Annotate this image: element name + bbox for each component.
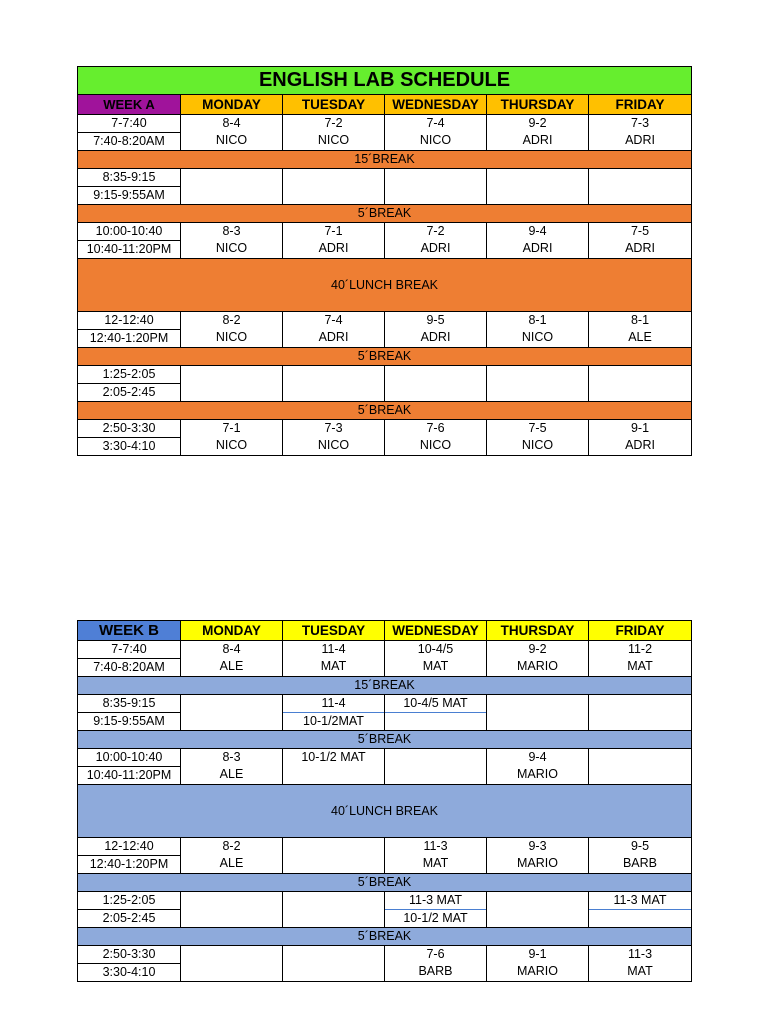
week-a-schedule-table — [77, 66, 692, 456]
class-period-row — [78, 838, 692, 874]
day-header-monday: MONDAY — [181, 621, 283, 641]
class-group: 11-3 — [627, 947, 653, 961]
schedule-cell-tuesday — [283, 838, 385, 874]
class-group — [283, 838, 384, 855]
schedule-cell-thursday — [487, 420, 589, 456]
class-group — [385, 366, 486, 383]
class-group: 11-3 MAT — [589, 892, 691, 910]
class-group — [181, 892, 282, 909]
schedule-cell-tuesday — [283, 420, 385, 456]
class-group — [589, 749, 691, 766]
class-group: 8-3 — [222, 224, 241, 238]
schedule-cell-wednesday — [385, 946, 487, 982]
class-group — [181, 695, 282, 712]
day-header-thursday: THURSDAY — [487, 621, 589, 641]
schedule-cell-wednesday — [385, 169, 487, 205]
day-header-thursday: THURSDAY — [487, 95, 589, 115]
teacher-name — [283, 855, 384, 872]
schedule-cell-thursday — [487, 312, 589, 348]
schedule-cell-wednesday — [385, 892, 487, 928]
time-second-half: 10:40-11:20PM — [86, 768, 172, 782]
schedule-cell-friday — [589, 223, 692, 259]
teacher-name: MARIO — [517, 659, 558, 673]
time-first-half: 2:50-3:30 — [78, 420, 180, 438]
teacher-name — [181, 186, 282, 203]
time-first-half: 12-12:40 — [78, 312, 180, 330]
class-period-row — [78, 420, 692, 456]
class-group: 7-5 — [528, 421, 547, 435]
class-group: 7-1 — [222, 421, 241, 435]
class-group — [283, 366, 384, 383]
schedule-cell-friday — [589, 946, 692, 982]
time-second-half: 9:15-9:55AM — [93, 714, 165, 728]
class-group: 11-2 — [627, 642, 653, 656]
class-group: 8-2 — [222, 839, 241, 853]
schedule-cell-monday — [181, 892, 283, 928]
day-header-friday: FRIDAY — [589, 95, 692, 115]
schedule-cell-wednesday — [385, 695, 487, 731]
teacher-name — [283, 963, 384, 980]
schedule-cell-monday — [181, 169, 283, 205]
lunch-break-label: 40´LUNCH BREAK — [78, 259, 692, 312]
schedule-cell-wednesday — [385, 115, 487, 151]
time-first-half: 7-7:40 — [78, 641, 180, 659]
teacher-name: NICO — [317, 438, 350, 452]
teacher-name — [283, 383, 384, 400]
class-group: 10-4/5 — [417, 642, 454, 656]
teacher-name — [487, 186, 588, 203]
break-label: 5´BREAK — [78, 205, 692, 223]
schedule-cell-friday — [589, 366, 692, 402]
teacher-name: MARIO — [517, 964, 558, 978]
teacher-name: MAT — [422, 856, 449, 870]
schedule-cell-thursday — [487, 838, 589, 874]
teacher-name — [589, 186, 691, 203]
break-row — [78, 874, 692, 892]
schedule-cell-wednesday — [385, 223, 487, 259]
teacher-name: MARIO — [517, 767, 558, 781]
schedule-cell-monday — [181, 838, 283, 874]
class-group: 9-1 — [528, 947, 547, 961]
teacher-name: ADRI — [318, 241, 349, 255]
teacher-name: MARIO — [517, 856, 558, 870]
day-header-wednesday: WEDNESDAY — [385, 95, 487, 115]
class-group: 9-5 — [426, 313, 445, 327]
lunch-break-label: 40´LUNCH BREAK — [78, 785, 692, 838]
teacher-name — [589, 910, 691, 927]
class-period-row — [78, 169, 692, 205]
teacher-name: ADRI — [318, 330, 349, 344]
teacher-name: MAT — [627, 659, 653, 673]
class-group: 9-4 — [528, 750, 547, 764]
schedule-cell-tuesday — [283, 892, 385, 928]
class-group: 7-4 — [324, 313, 343, 327]
day-header-monday: MONDAY — [181, 95, 283, 115]
break-label: 5´BREAK — [78, 928, 692, 946]
schedule-cell-thursday — [487, 641, 589, 677]
schedule-cell-tuesday — [283, 312, 385, 348]
class-group: 8-2 — [222, 313, 241, 327]
teacher-name: ADRI — [420, 241, 451, 255]
schedule-cell-thursday — [487, 695, 589, 731]
schedule-cell-friday — [589, 420, 692, 456]
schedule-cell-thursday — [487, 223, 589, 259]
class-group: 9-1 — [630, 421, 650, 435]
break-row — [78, 151, 692, 169]
break-label: 5´BREAK — [78, 731, 692, 749]
teacher-name: NICO — [521, 438, 554, 452]
day-header-tuesday: TUESDAY — [283, 95, 385, 115]
teacher-name — [589, 712, 691, 729]
teacher-name: NICO — [215, 133, 248, 147]
class-group — [385, 749, 486, 766]
schedule-cell-friday — [589, 169, 692, 205]
schedule-cell-thursday — [487, 749, 589, 785]
time-slot — [78, 946, 181, 982]
class-group: 11-4 — [321, 642, 346, 656]
break-label: 5´BREAK — [78, 402, 692, 420]
time-second-half: 12:40-1:20PM — [89, 331, 169, 345]
break-label: 5´BREAK — [78, 874, 692, 892]
schedule-cell-monday — [181, 223, 283, 259]
class-group: 11-3 — [423, 839, 448, 853]
teacher-name: ALE — [628, 330, 652, 344]
teacher-name — [385, 713, 486, 730]
teacher-name: NICO — [215, 330, 248, 344]
teacher-name: NICO — [215, 438, 248, 452]
schedule-cell-wednesday — [385, 641, 487, 677]
day-header-wednesday: WEDNESDAY — [385, 621, 487, 641]
teacher-name: NICO — [215, 241, 248, 255]
schedule-cell-wednesday — [385, 420, 487, 456]
time-second-half: 9:15-9:55AM — [93, 188, 165, 202]
break-row — [78, 205, 692, 223]
break-label: 15´BREAK — [78, 151, 692, 169]
time-second-half: 2:05-2:45 — [102, 385, 156, 399]
class-group — [385, 169, 486, 186]
break-row — [78, 677, 692, 695]
class-group: 8-1 — [528, 313, 547, 327]
class-group — [487, 169, 588, 186]
lunch-break-row — [78, 259, 692, 312]
week-a-header-row — [78, 95, 692, 115]
class-group — [283, 892, 384, 909]
teacher-name: ALE — [219, 856, 244, 870]
class-group: 9-2 — [528, 642, 547, 656]
time-slot — [78, 420, 181, 456]
class-group: 10-4/5 MAT — [385, 695, 486, 713]
teacher-name: NICO — [419, 438, 452, 452]
schedule-cell-monday — [181, 312, 283, 348]
teacher-name — [487, 712, 588, 729]
teacher-name: ALE — [219, 767, 244, 781]
schedule-cell-wednesday — [385, 838, 487, 874]
class-period-row — [78, 115, 692, 151]
schedule-cell-monday — [181, 946, 283, 982]
schedule-cell-wednesday — [385, 312, 487, 348]
schedule-cell-tuesday — [283, 946, 385, 982]
break-row — [78, 928, 692, 946]
class-group — [181, 169, 282, 186]
teacher-name: 10-1/2MAT — [303, 714, 364, 728]
class-group: 7-3 — [630, 116, 650, 130]
time-slot — [78, 749, 181, 785]
class-group — [487, 892, 588, 909]
teacher-name — [181, 712, 282, 729]
class-group: 7-1 — [324, 224, 343, 238]
teacher-name: MAT — [320, 659, 347, 673]
break-row — [78, 731, 692, 749]
teacher-name — [283, 766, 384, 783]
time-slot — [78, 312, 181, 348]
class-group: 7-2 — [426, 224, 445, 238]
time-second-half: 2:05-2:45 — [102, 911, 156, 925]
class-group: 7-3 — [324, 421, 343, 435]
class-group — [181, 946, 282, 963]
class-group: 9-5 — [630, 839, 650, 853]
break-label: 5´BREAK — [78, 348, 692, 366]
teacher-name — [181, 909, 282, 926]
teacher-name: ADRI — [625, 438, 655, 452]
class-group: 9-3 — [528, 839, 547, 853]
teacher-name — [589, 766, 691, 783]
class-group: 7-6 — [426, 421, 445, 435]
schedule-cell-tuesday — [283, 641, 385, 677]
week-b-label: WEEK B — [78, 621, 181, 641]
week-b-header-row — [78, 621, 692, 641]
schedule-cell-friday — [589, 892, 692, 928]
time-slot — [78, 366, 181, 402]
class-group: 7-5 — [630, 224, 650, 238]
time-first-half: 8:35-9:15 — [78, 169, 180, 187]
class-group — [487, 695, 588, 712]
break-row — [78, 402, 692, 420]
class-group: 8-1 — [630, 313, 650, 327]
teacher-name: ADRI — [420, 330, 451, 344]
class-group: 11-4 — [283, 695, 384, 713]
teacher-name: MAT — [422, 659, 449, 673]
schedule-cell-monday — [181, 695, 283, 731]
class-group: 8-3 — [222, 750, 241, 764]
time-slot — [78, 223, 181, 259]
time-first-half: 8:35-9:15 — [78, 695, 180, 713]
class-period-row — [78, 946, 692, 982]
class-group — [181, 366, 282, 383]
time-slot — [78, 838, 181, 874]
schedule-cell-thursday — [487, 169, 589, 205]
class-group: 9-2 — [528, 116, 547, 130]
schedule-cell-tuesday — [283, 366, 385, 402]
teacher-name: NICO — [419, 133, 452, 147]
time-slot — [78, 695, 181, 731]
time-slot — [78, 892, 181, 928]
schedule-cell-thursday — [487, 892, 589, 928]
schedule-cell-monday — [181, 749, 283, 785]
teacher-name — [487, 383, 588, 400]
teacher-name: ADRI — [625, 241, 655, 255]
time-second-half: 12:40-1:20PM — [89, 857, 169, 871]
class-group — [589, 366, 691, 383]
class-period-row — [78, 312, 692, 348]
class-group: 10-1/2 MAT — [301, 750, 366, 764]
class-period-row — [78, 641, 692, 677]
schedule-cell-thursday — [487, 366, 589, 402]
class-group: 7-4 — [426, 116, 445, 130]
lunch-break-row — [78, 785, 692, 838]
teacher-name — [385, 383, 486, 400]
time-slot — [78, 641, 181, 677]
schedule-cell-tuesday — [283, 115, 385, 151]
teacher-name: ADRI — [522, 133, 553, 147]
schedule-title: ENGLISH LAB SCHEDULE — [78, 67, 692, 95]
time-second-half: 3:30-4:10 — [102, 965, 156, 979]
class-period-row — [78, 695, 692, 731]
class-group — [283, 169, 384, 186]
teacher-name: 10-1/2 MAT — [403, 911, 468, 925]
schedule-cell-friday — [589, 115, 692, 151]
schedule-cell-wednesday — [385, 749, 487, 785]
schedule-cell-thursday — [487, 115, 589, 151]
schedule-cell-tuesday — [283, 169, 385, 205]
teacher-name — [283, 186, 384, 203]
time-slot — [78, 115, 181, 151]
class-period-row — [78, 366, 692, 402]
teacher-name — [589, 383, 691, 400]
teacher-name: BARB — [418, 964, 453, 978]
schedule-cell-friday — [589, 695, 692, 731]
schedule-cell-tuesday — [283, 695, 385, 731]
teacher-name: ADRI — [522, 241, 553, 255]
teacher-name: BARB — [622, 856, 658, 870]
teacher-name — [385, 186, 486, 203]
class-group — [589, 695, 691, 712]
schedule-cell-tuesday — [283, 749, 385, 785]
schedule-cell-friday — [589, 838, 692, 874]
class-group — [283, 946, 384, 963]
schedule-cell-thursday — [487, 946, 589, 982]
day-header-friday: FRIDAY — [589, 621, 692, 641]
time-first-half: 10:00-10:40 — [78, 749, 180, 767]
teacher-name — [181, 963, 282, 980]
break-row — [78, 348, 692, 366]
schedule-cell-friday — [589, 749, 692, 785]
time-second-half: 10:40-11:20PM — [86, 242, 172, 256]
teacher-name — [181, 383, 282, 400]
day-header-tuesday: TUESDAY — [283, 621, 385, 641]
class-period-row — [78, 892, 692, 928]
class-period-row — [78, 223, 692, 259]
class-group — [487, 366, 588, 383]
schedule-cell-monday — [181, 420, 283, 456]
break-label: 15´BREAK — [78, 677, 692, 695]
teacher-name: NICO — [521, 330, 554, 344]
time-first-half: 1:25-2:05 — [78, 366, 180, 384]
class-group: 11-3 MAT — [385, 892, 486, 910]
schedule-cell-monday — [181, 115, 283, 151]
schedule-cell-monday — [181, 641, 283, 677]
week-b-schedule-table — [77, 620, 692, 982]
schedule-cell-friday — [589, 312, 692, 348]
teacher-name — [487, 909, 588, 926]
time-second-half: 7:40-8:20AM — [93, 660, 165, 674]
time-first-half: 2:50-3:30 — [78, 946, 180, 964]
time-second-half: 3:30-4:10 — [102, 439, 156, 453]
time-second-half: 7:40-8:20AM — [93, 134, 165, 148]
time-first-half: 7-7:40 — [78, 115, 180, 133]
schedule-cell-friday — [589, 641, 692, 677]
class-group: 9-4 — [528, 224, 547, 238]
teacher-name: NICO — [317, 133, 350, 147]
schedule-cell-tuesday — [283, 223, 385, 259]
time-first-half: 10:00-10:40 — [78, 223, 180, 241]
time-first-half: 1:25-2:05 — [78, 892, 180, 910]
class-group: 7-2 — [324, 116, 343, 130]
teacher-name: MAT — [627, 964, 653, 978]
time-slot — [78, 169, 181, 205]
schedule-cell-monday — [181, 366, 283, 402]
schedule-cell-wednesday — [385, 366, 487, 402]
teacher-name — [385, 766, 486, 783]
class-group: 8-4 — [222, 642, 241, 656]
teacher-name: ADRI — [625, 133, 655, 147]
class-period-row — [78, 749, 692, 785]
teacher-name: ALE — [219, 659, 244, 673]
class-group: 8-4 — [222, 116, 241, 130]
time-first-half: 12-12:40 — [78, 838, 180, 856]
week-a-label: WEEK A — [78, 95, 181, 115]
teacher-name — [283, 909, 384, 926]
class-group — [589, 169, 691, 186]
class-group: 7-6 — [426, 947, 445, 961]
